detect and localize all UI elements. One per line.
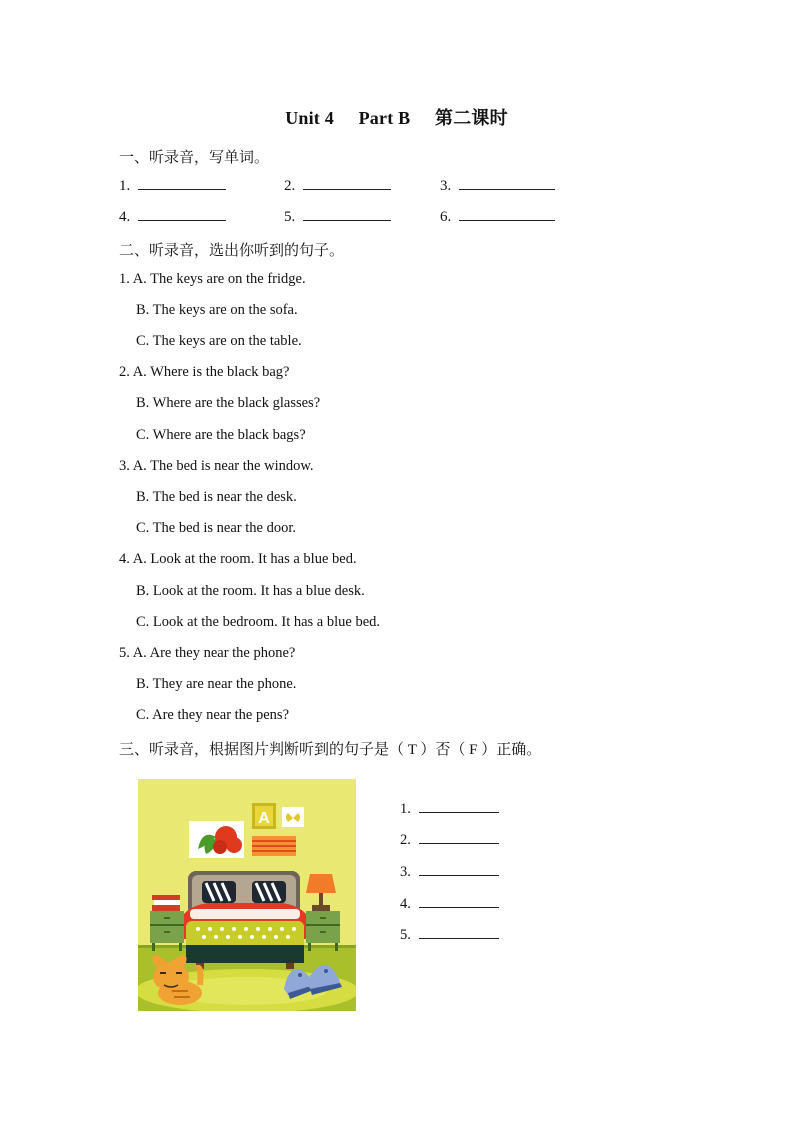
question-4-option-c[interactable]: C. Look at the bedroom. It has a blue bed. <box>136 614 381 630</box>
blank-4[interactable] <box>119 208 226 226</box>
blank-6[interactable] <box>440 208 555 226</box>
question-1-option-a[interactable]: 1. A. The keys are on the fridge. <box>119 271 306 287</box>
answer-blank-4[interactable]: 4. <box>400 895 499 913</box>
question-2-option-c[interactable]: C. Where are the black bags? <box>136 427 306 443</box>
page-title <box>0 104 793 130</box>
question-2-option-a[interactable]: 2. A. Where is the black bag? <box>119 364 290 380</box>
answer-blank-1[interactable]: 1. <box>400 800 499 818</box>
title-unit: Unit 4 <box>285 108 334 128</box>
title-part: Part B <box>358 108 411 128</box>
question-4-option-b[interactable]: B. Look at the room. It has a blue desk. <box>136 583 365 599</box>
question-4-option-a[interactable]: 4. A. Look at the room. It has a blue bed. <box>119 551 357 567</box>
answer-blank-3[interactable]: 3. <box>400 863 499 881</box>
frame-letter: A <box>258 810 270 827</box>
section1-row2 <box>119 208 679 228</box>
blank-number: 3. <box>440 178 452 194</box>
title-lesson: 第二课时 <box>435 108 508 128</box>
question-3-option-b[interactable]: B. The bed is near the desk. <box>136 489 297 505</box>
question-1-option-c[interactable]: C. The keys are on the table. <box>136 333 302 349</box>
blank-1[interactable] <box>119 177 226 195</box>
section3-heading: 三、听录音，根据图片判断听到的句子是（ T ）否（ F ）正确。 <box>119 742 542 758</box>
answer-blank-2[interactable]: 2. <box>400 831 499 849</box>
blank-number: 6. <box>440 209 452 225</box>
blank-number: 4. <box>119 209 131 225</box>
section1-heading: 一、听录音，写单词。 <box>119 150 270 166</box>
bedroom-illustration <box>138 779 356 1011</box>
question-5-option-a[interactable]: 5. A. Are they near the phone? <box>119 645 296 661</box>
question-5-option-b[interactable]: B. They are near the phone. <box>136 676 297 692</box>
blank-number: 2. <box>284 178 296 194</box>
blank-number: 5. <box>284 209 296 225</box>
question-5-option-c[interactable]: C. Are they near the pens? <box>136 707 290 723</box>
question-3-option-a[interactable]: 3. A. The bed is near the window. <box>119 458 314 474</box>
question-3-option-c[interactable]: C. The bed is near the door. <box>136 520 297 536</box>
section1-row1 <box>119 177 679 197</box>
blank-5[interactable] <box>284 208 391 226</box>
question-2-option-b[interactable]: B. Where are the black glasses? <box>136 395 321 411</box>
blank-2[interactable] <box>284 177 391 195</box>
question-1-option-b[interactable]: B. The keys are on the sofa. <box>136 302 298 318</box>
blank-number: 1. <box>119 178 131 194</box>
answer-blank-5[interactable]: 5. <box>400 926 499 944</box>
blank-3[interactable] <box>440 177 555 195</box>
section2-heading: 二、听录音，选出你听到的句子。 <box>119 243 345 259</box>
